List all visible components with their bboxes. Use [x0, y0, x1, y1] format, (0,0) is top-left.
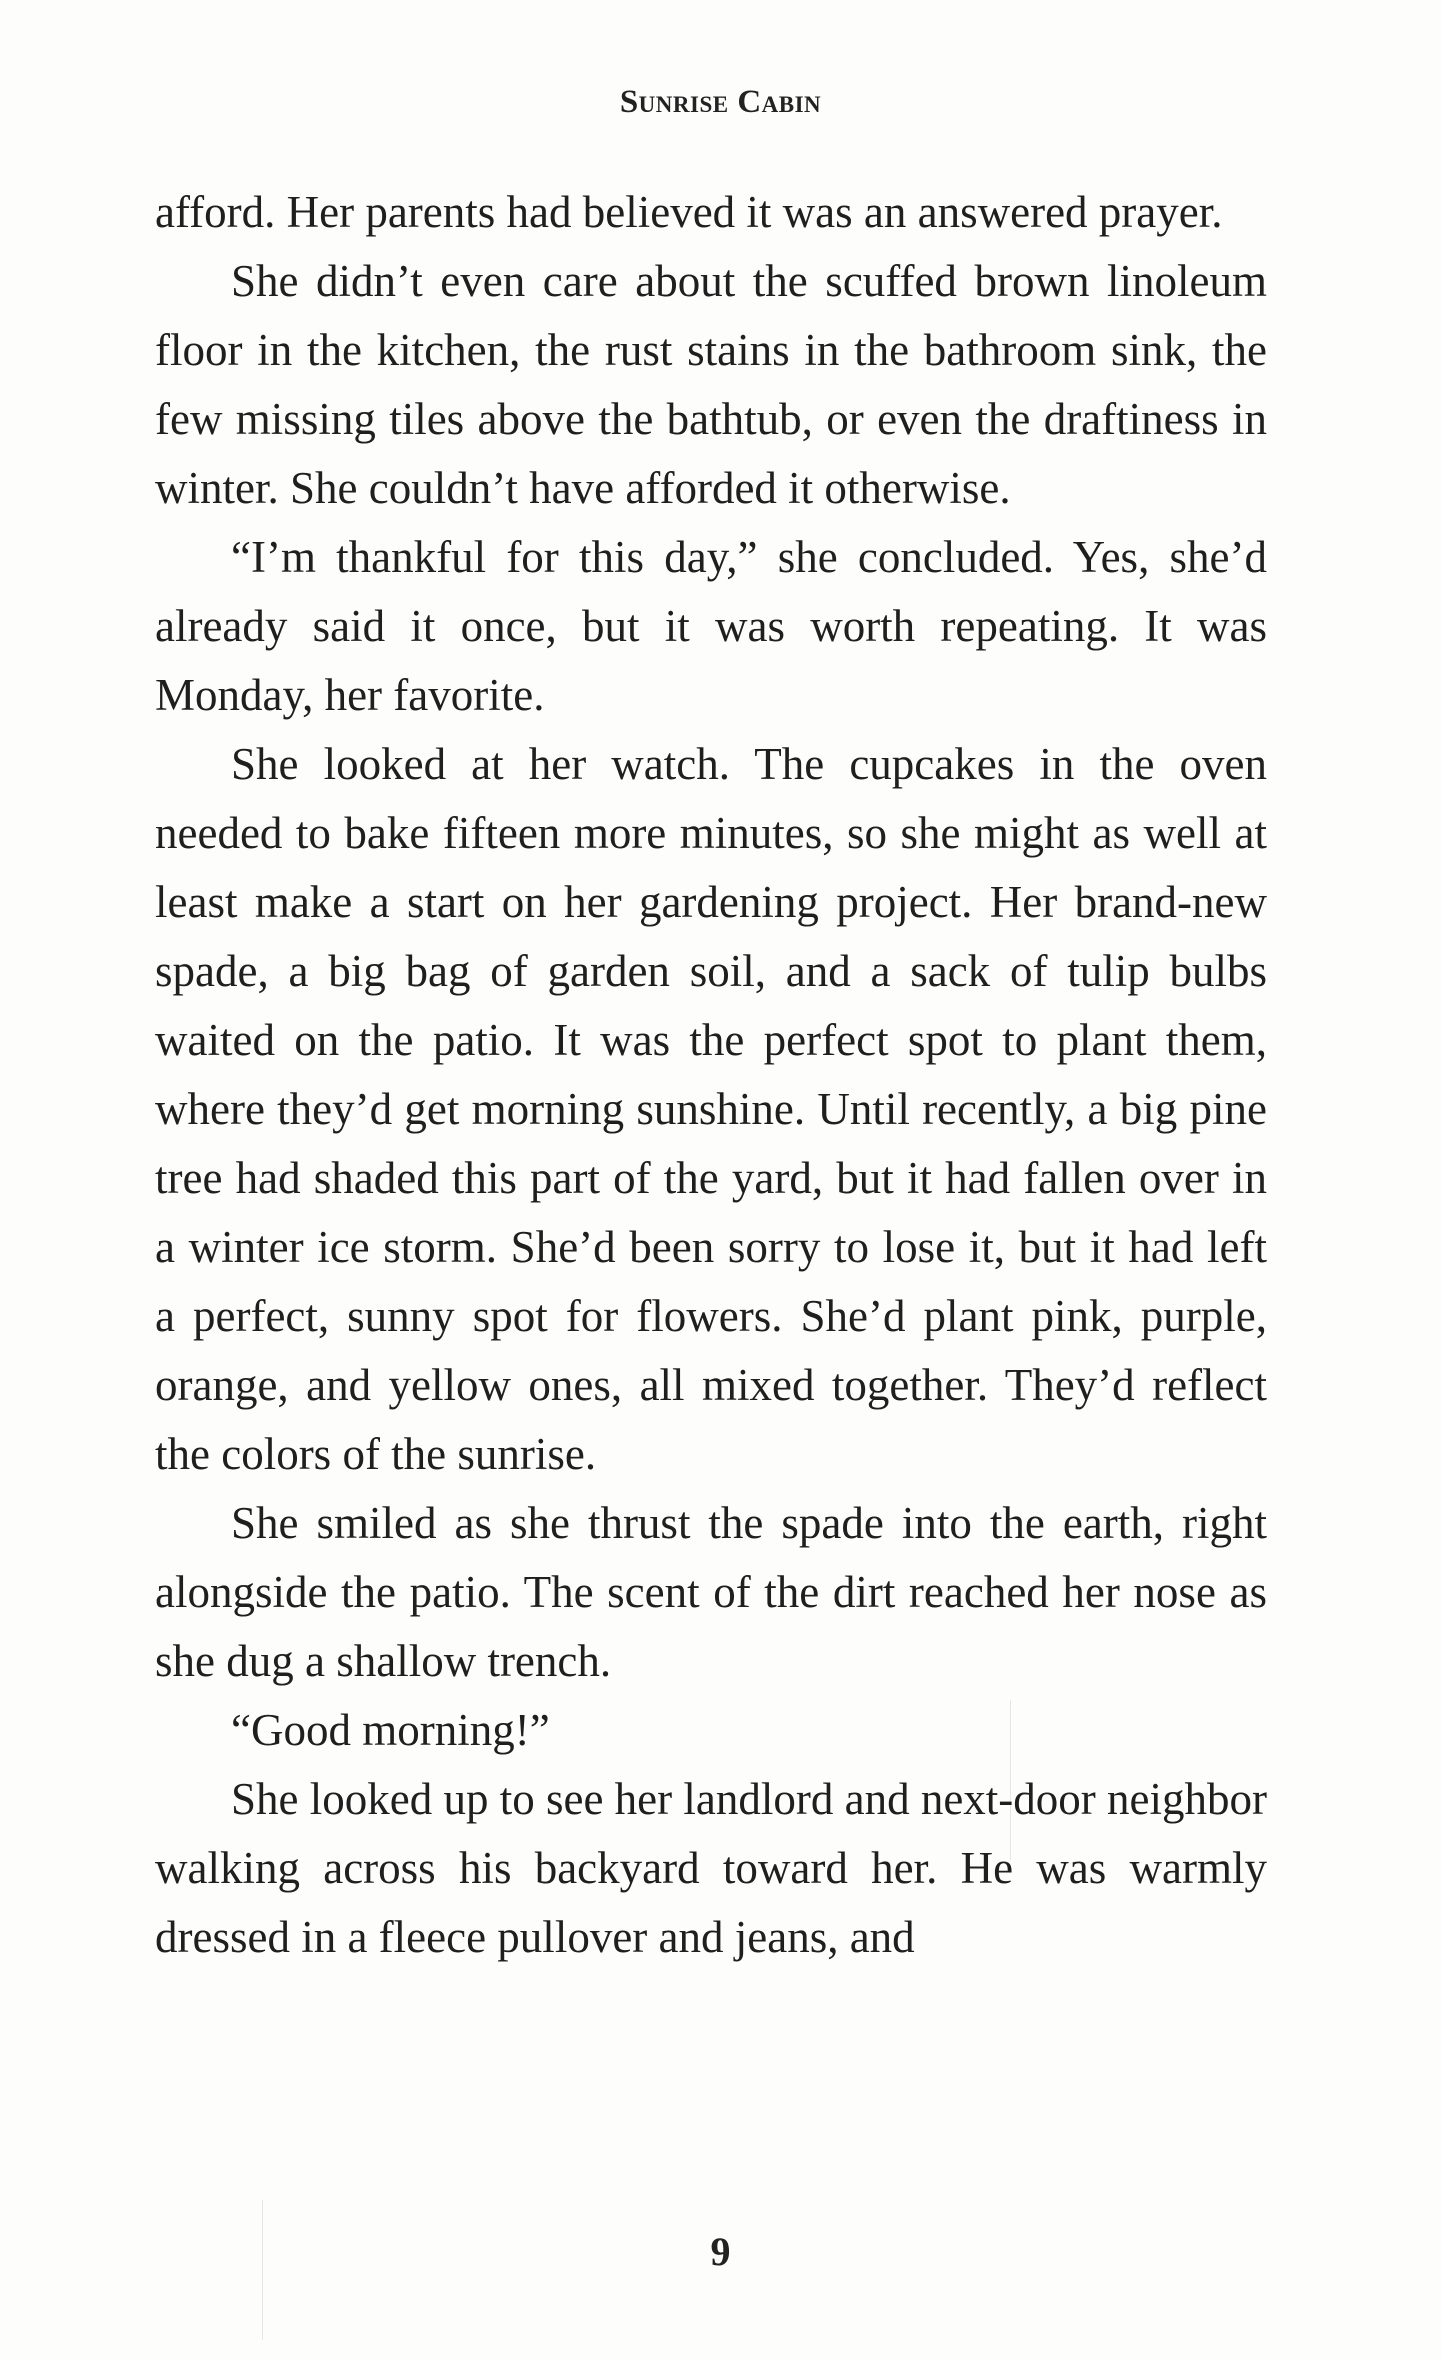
- paragraph: afford. Her parents had believed it was an answered prayer.: [155, 187, 1223, 237]
- paragraph: She didn’t even care about the scuffed brown linoleum floor in the kitchen, the rust stains in the bathroom sink, the few missing tiles above the bathtub, or even the draftiness in winter. She couldn’t have afforded it otherwise.: [155, 256, 1267, 513]
- paragraph: She smiled as she thrust the spade into the earth, right alongside the patio. The scent of the dirt reached her nose as she dug a shallow trench.: [155, 1498, 1267, 1686]
- paragraph: “Good morning!”: [231, 1705, 550, 1755]
- paragraph: She looked at her watch. The cupcakes in the oven needed to bake fifteen more minutes, so she might as well at least make a start on her gardening project. Her brand-new spade, a big bag of garden soil, and a sack of tulip bulbs waited on the patio. It was the perfect spot to plant them, where they’d get morning sunshine. Until recently, a big pine tree had shaded this part of the yard, but it had fallen over in a winter ice storm. She’d been sorry to lose it, but it had left a perfect, sunny spot for flowers. She’d plant pink, purple, orange, and yellow ones, all mixed together. They’d reflect the colors of the sunrise.: [155, 739, 1267, 1479]
- page-number: 9: [710, 2229, 731, 2274]
- running-header: Sunrise Cabin: [619, 84, 822, 120]
- paragraph: “I’m thankful for this day,” she concluded. Yes, she’d already said it once, but it was worth repeating. It was Monday, her favorite.: [155, 532, 1267, 720]
- paragraph: She looked up to see her landlord and next-door neighbor walking across his backyard toward her. He was warmly dressed in a fleece pullover and jeans, and: [155, 1774, 1267, 1962]
- body-text: [155, 178, 1267, 1972]
